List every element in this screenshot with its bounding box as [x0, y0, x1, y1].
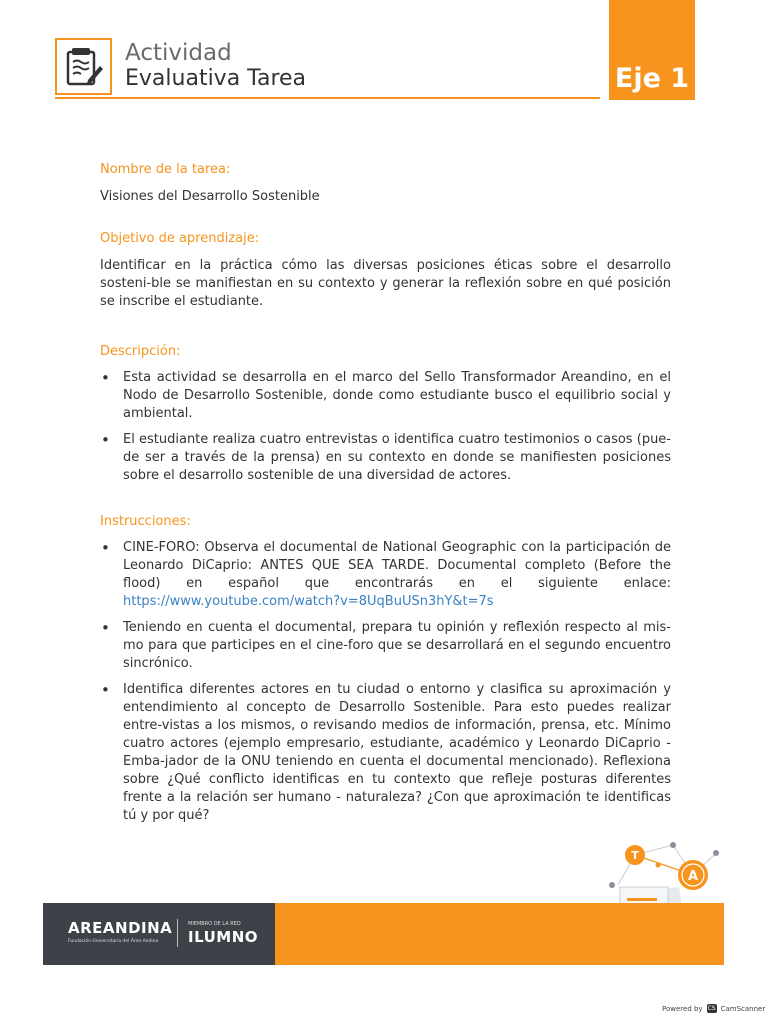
section-title-objetivo: Objetivo de aprendizaje: — [100, 231, 260, 246]
footer-brand-bar — [43, 903, 275, 965]
areandina-logo: AREANDINA — [68, 919, 173, 937]
footer-divider — [177, 919, 178, 947]
ilumno-logo: ILUMNO — [188, 928, 259, 946]
red-label: MIEMBRO DE LA RED — [188, 921, 241, 927]
description-list — [100, 369, 671, 485]
svg-text:T: T — [631, 849, 639, 862]
section-title-instrucciones: Instrucciones: — [100, 514, 191, 529]
powered-by — [662, 1004, 765, 1013]
title-line-2: Evaluativa Tarea — [125, 66, 307, 91]
powered-label: Powered by — [662, 1004, 703, 1013]
task-name: Visiones del Desarrollo Sostenible — [100, 189, 320, 204]
main-content — [100, 161, 671, 833]
title-line-1: Actividad — [125, 40, 232, 66]
list-item: • El estudiante realiza cuatro entrevistas o identifica cuatro testimonios o casos (pue-de ser a través de la prensa) en su contexto en donde se manifiesten posiciones sobre el desarrollo sostenible de una diversidad de actores. — [100, 431, 671, 485]
camscanner-icon: CS — [707, 1005, 716, 1012]
list-item — [100, 539, 671, 611]
section-title-descripcion: Descripción: — [100, 344, 181, 359]
instructions-list — [100, 539, 671, 825]
powered-app: CamScanner — [720, 1004, 766, 1013]
document-edit-icon — [64, 46, 104, 88]
header-divider — [55, 97, 600, 99]
youtube-link[interactable]: https://www.youtube.com/watch?v=8UqBuUSn3hY&t=7s — [123, 594, 494, 609]
objective-text: Identificar en la práctica cómo las diversas posiciones éticas sobre el desarrollo sosteni-ble se manifiestan en su contexto y generar la reflexión sobre en qué posición se inscribe el estudiante. — [100, 258, 671, 309]
svg-text:A: A — [687, 869, 699, 884]
list-item: • Teniendo en cuenta el documental, prepara tu opinión y reflexión respecto al mis-mo para que participes en el cine-foro que se desarrollará en el segundo encuentro sincrónico. — [100, 619, 671, 673]
header-icon-box — [55, 38, 112, 95]
list-item: • Esta actividad se desarrolla en el marco del Sello Transformador Areandino, en el Nodo de Desarrollo Sostenible, donde como estudiante busco el equilibrio social y ambiental. — [100, 369, 671, 423]
areandina-subtitle: Fundación Universitaria del Área Andina — [68, 939, 159, 944]
section-title-nombre: Nombre de la tarea: — [100, 162, 231, 177]
page-title — [125, 40, 306, 92]
instruction-1-text: CINE-FORO: Observa el documental de National Geographic con la participación de Leonardo DiCaprio: ANTES QUE SEA TARDE. Documental completo (Before the flood) en español que encontrarás en el siguiente enlace: — [123, 540, 671, 591]
footer-accent-bar — [275, 903, 724, 965]
list-item: • Identifica diferentes actores en tu ciudad o entorno y clasifica su aproximación y entendimiento al concepto de Desarrollo Sostenible. Para esto puedes realizar entre-vistas a los mismos, o revisando medios de información, prensa, etc. Mínimo cuatro actores (ejemplo empresario, estudiante, académico y Leonardo DiCaprio - Emba-jador de la ONU teniendo en cuenta el documental mencionado). Reflexiona sobre ¿Qué conflicto identificas en tu contexto que refleje posturas diferentes frente a la relación ser humano - naturaleza? ¿Con que aproximación te identificas tú y por qué? — [100, 681, 671, 825]
eje-badge: Eje 1 — [609, 0, 695, 100]
